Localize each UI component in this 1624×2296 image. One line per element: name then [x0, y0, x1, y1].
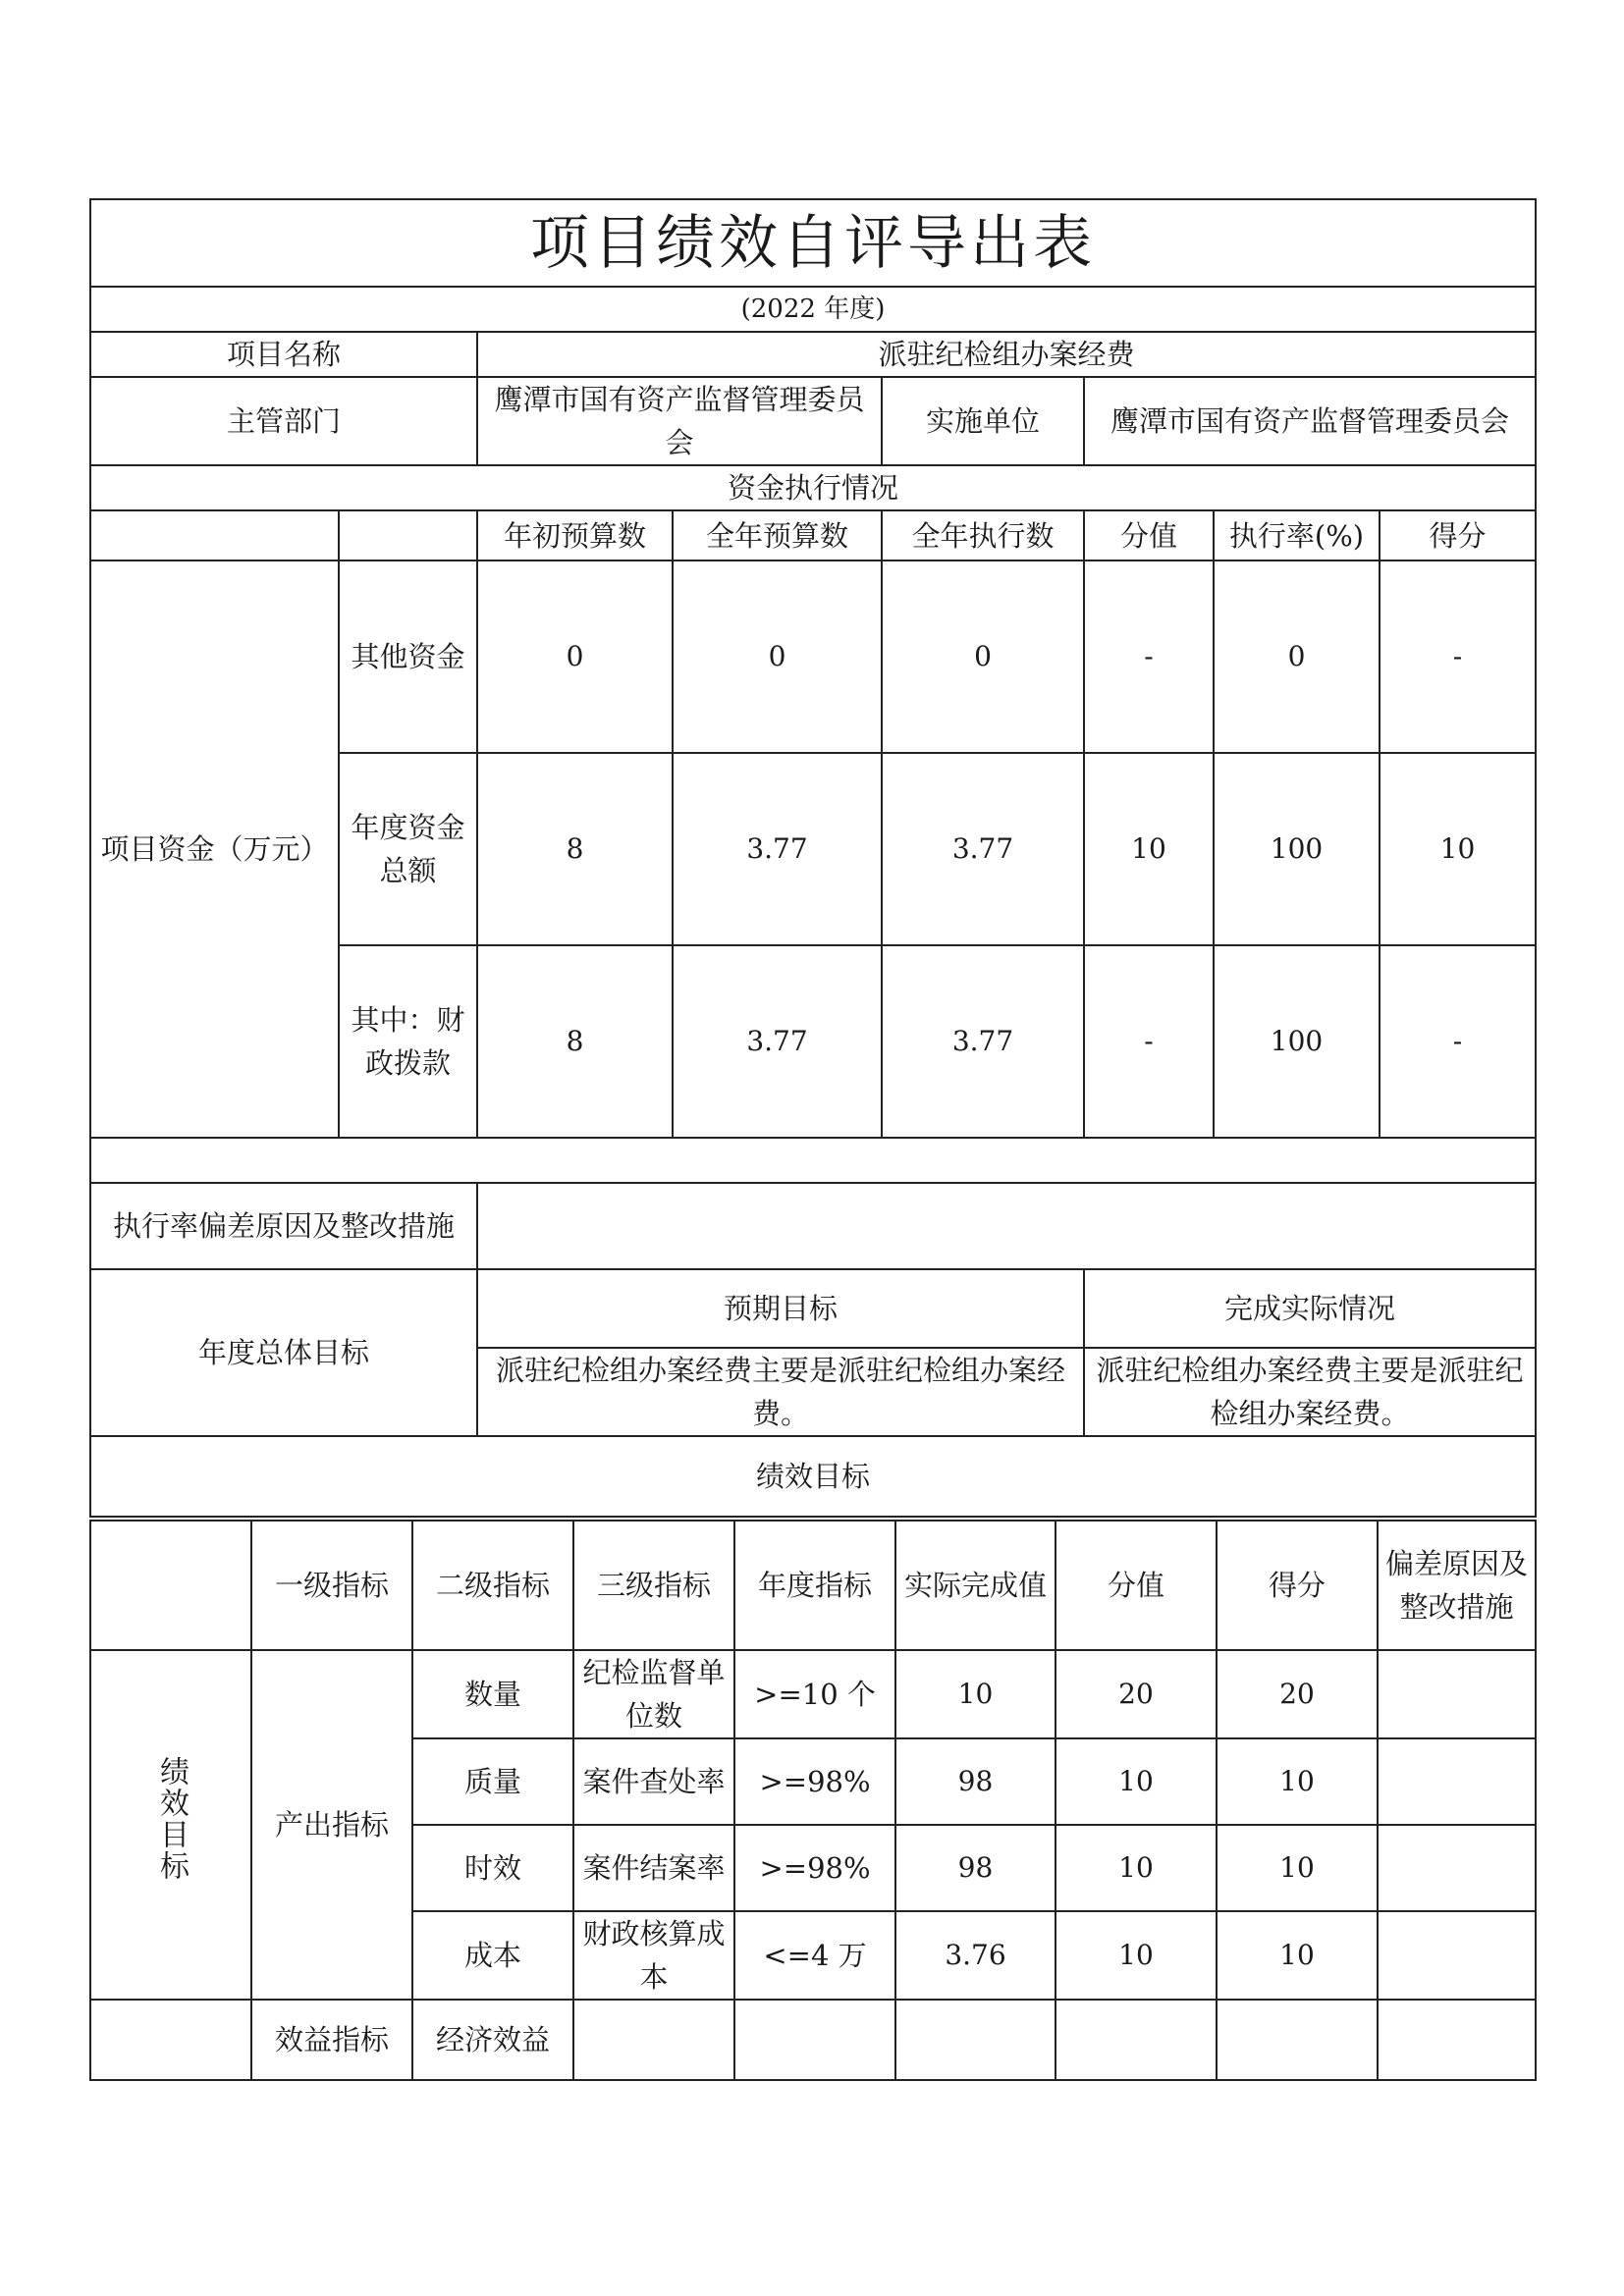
perf-actual	[895, 2000, 1056, 2080]
dept-label: 主管部门	[90, 377, 477, 465]
perf-level3: 财政核算成本	[573, 1911, 734, 2000]
dept-value: 鹰潭市国有资产监督管理委员会	[477, 377, 882, 465]
perf-target	[734, 2000, 895, 2080]
funds-cell: 3.77	[882, 945, 1084, 1138]
project-name-value: 派驻纪检组办案经费	[477, 332, 1536, 377]
funds-row-label: 其他资金	[339, 561, 477, 753]
expected-goal-text: 派驻纪检组办案经费主要是派驻纪检组办案经费。	[477, 1348, 1084, 1436]
perf-header: 实际完成值	[895, 1521, 1056, 1650]
funds-header: 执行率(%)	[1214, 510, 1380, 561]
perf-header: 一级指标	[251, 1521, 412, 1650]
perf-reason	[1378, 2000, 1536, 2080]
deviation-label: 执行率偏差原因及整改措施	[90, 1183, 477, 1269]
perf-reason	[1378, 1650, 1536, 1738]
perf-level2: 时效	[412, 1825, 573, 1911]
perf-target: <=4 万	[734, 1911, 895, 2000]
perf-header: 年度指标	[734, 1521, 895, 1650]
perf-score: 10	[1056, 1825, 1217, 1911]
funds-cell: 8	[477, 753, 673, 945]
perf-level3: 案件查处率	[573, 1738, 734, 1825]
funds-cell: 0	[673, 561, 882, 753]
year-label: (2022 年度)	[90, 287, 1536, 332]
funds-cell: -	[1084, 945, 1214, 1138]
funds-cell: 0	[477, 561, 673, 753]
perf-level3: 案件结案率	[573, 1825, 734, 1911]
perf-actual: 10	[895, 1650, 1056, 1738]
page-title: 项目绩效自评导出表	[90, 199, 1536, 287]
perf-level2: 成本	[412, 1911, 573, 2000]
actual-status-text: 派驻纪检组办案经费主要是派驻纪检组办案经费。	[1084, 1348, 1536, 1436]
funds-header-blank-2	[339, 510, 477, 561]
perf-got: 10	[1217, 1825, 1378, 1911]
funds-row-label: 其中：财政拨款	[339, 945, 477, 1138]
funds-header: 得分	[1380, 510, 1536, 561]
spacer-row	[90, 1138, 1536, 1183]
annual-goal-label: 年度总体目标	[90, 1269, 477, 1436]
funds-cell: 3.77	[673, 753, 882, 945]
expected-goal-header: 预期目标	[477, 1269, 1084, 1348]
perf-level2: 经济效益	[412, 2000, 573, 2080]
funds-cell: 8	[477, 945, 673, 1138]
funds-section-title: 资金执行情况	[90, 465, 1536, 510]
perf-reason	[1378, 1911, 1536, 2000]
perf-side-label: 绩效目标	[154, 1756, 189, 1882]
funds-header-blank-1	[90, 510, 339, 561]
funds-header: 分值	[1084, 510, 1214, 561]
perf-score: 10	[1056, 1738, 1217, 1825]
perf-level1: 产出指标	[251, 1650, 412, 2000]
perf-header: 分值	[1056, 1521, 1217, 1650]
perf-level1: 效益指标	[251, 2000, 412, 2080]
funds-cell: 100	[1214, 753, 1380, 945]
perf-got: 10	[1217, 1911, 1378, 2000]
perf-level3	[573, 2000, 734, 2080]
actual-status-header: 完成实际情况	[1084, 1269, 1536, 1348]
perf-actual: 3.76	[895, 1911, 1056, 2000]
funds-cell: -	[1084, 561, 1214, 753]
funds-cell: 10	[1084, 753, 1214, 945]
perf-actual: 98	[895, 1825, 1056, 1911]
perf-header: 偏差原因及整改措施	[1378, 1521, 1536, 1650]
funds-cell: 0	[882, 561, 1084, 753]
perf-reason	[1378, 1825, 1536, 1911]
perf-score: 20	[1056, 1650, 1217, 1738]
perf-header: 二级指标	[412, 1521, 573, 1650]
funds-group-label: 项目资金（万元）	[90, 561, 339, 1138]
perf-target: >=98%	[734, 1825, 895, 1911]
project-name-label: 项目名称	[90, 332, 477, 377]
funds-header: 年初预算数	[477, 510, 673, 561]
perf-score	[1056, 2000, 1217, 2080]
perf-got: 20	[1217, 1650, 1378, 1738]
perf-side-label-cell	[90, 1650, 251, 2000]
perf-header: 三级指标	[573, 1521, 734, 1650]
performance-table	[89, 1520, 1537, 2081]
impl-label: 实施单位	[882, 377, 1084, 465]
funds-row-label: 年度资金总额	[339, 753, 477, 945]
funds-cell: 100	[1214, 945, 1380, 1138]
perf-target: >=10 个	[734, 1650, 895, 1738]
perf-got	[1217, 2000, 1378, 2080]
funds-cell: 3.77	[882, 753, 1084, 945]
perf-actual: 98	[895, 1738, 1056, 1825]
perf-got: 10	[1217, 1738, 1378, 1825]
perf-level3: 纪检监督单位数	[573, 1650, 734, 1738]
perf-side-blank	[90, 2000, 251, 2080]
funds-cell: -	[1380, 945, 1536, 1138]
funds-cell: 0	[1214, 561, 1380, 753]
funds-header: 全年执行数	[882, 510, 1084, 561]
funds-header: 全年预算数	[673, 510, 882, 561]
funds-cell: 3.77	[673, 945, 882, 1138]
perf-header: 得分	[1217, 1521, 1378, 1650]
perf-level2: 质量	[412, 1738, 573, 1825]
perf-score: 10	[1056, 1911, 1217, 2000]
perf-level2: 数量	[412, 1650, 573, 1738]
funds-table	[89, 198, 1537, 1518]
perf-header-blank	[90, 1521, 251, 1650]
deviation-value	[477, 1183, 1536, 1269]
perf-reason	[1378, 1738, 1536, 1825]
impl-value: 鹰潭市国有资产监督管理委员会	[1084, 377, 1536, 465]
funds-cell: 10	[1380, 753, 1536, 945]
funds-cell: -	[1380, 561, 1536, 753]
perf-target: >=98%	[734, 1738, 895, 1825]
perf-section-title: 绩效目标	[90, 1436, 1536, 1517]
